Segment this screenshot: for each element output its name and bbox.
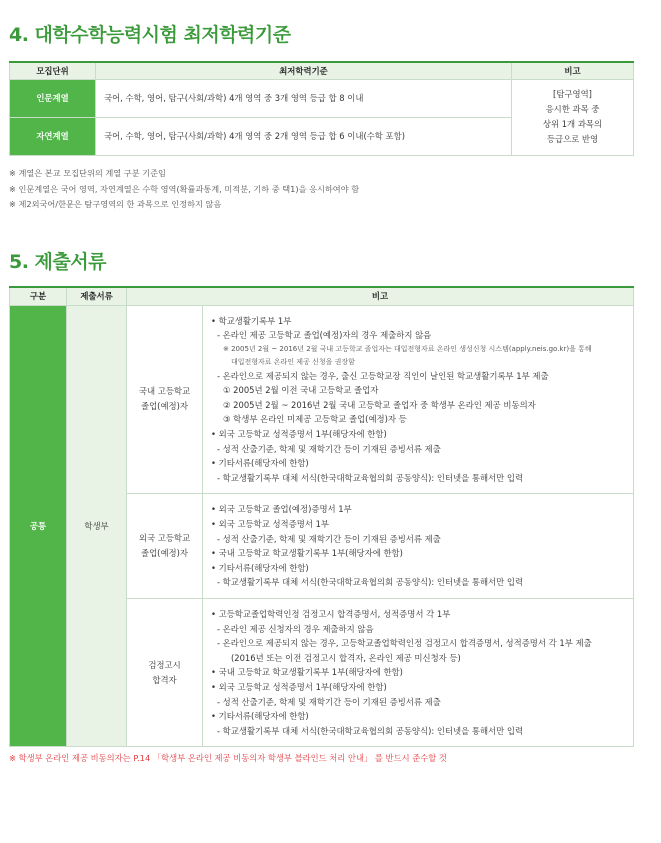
detail-line: • 기타서류(해당자에 한함) [211, 562, 309, 573]
detail-line: ③ 학생부 온라인 미제공 고등학교 졸업(예정)자 등 [223, 414, 407, 425]
footnote-warning: ※ 학생부 온라인 제공 비동의자는 P.14 「학생부 온라인 제공 비동의자 학생부 블라인드 처리 안내」 를 반드시 준수할 것 [9, 753, 447, 763]
detail-line: - 학교생활기록부 대체 서식(한국대학교육협의회 공동양식): 인터넷을 통해서만 입력 [217, 472, 524, 483]
detail-line: - 온라인으로 제공되지 않는 경우, 고등학교졸업학력인정 검정고시 합격증명서, 성적증명서 각 1부 제출 [217, 638, 592, 649]
section-5-title: 5. 제출서류 [9, 251, 106, 273]
group-common: 공통 [10, 305, 67, 747]
remark-line: [탐구영역] [553, 89, 592, 99]
header-remark: 비고 [127, 287, 634, 305]
header-division: 구분 [10, 287, 67, 305]
detail-line: - 성적 산출기준, 학제 및 재학기간 등이 기재된 증빙서류 제출 [217, 443, 441, 454]
header-standard: 최저학력기준 [96, 62, 512, 79]
detail-line: ② 2005년 2월 ~ 2016년 2월 국내 고등학교 졸업자 중 학생부 온라인 제공 비동의자 [223, 399, 536, 410]
table-header-row [10, 62, 634, 79]
type-line: 졸업(예정)자 [141, 401, 188, 412]
header-remark: 비고 [512, 62, 634, 79]
type-line: 검정고시 [148, 659, 181, 670]
detail-line: • 외국 고등학교 성적증명서 1부(해당자에 한함) [211, 429, 387, 440]
detail-line: - 학교생활기록부 대체 서식(한국대학교육협의회 공동양식): 인터넷을 통해서만 입력 [217, 725, 524, 736]
detail-line: - 성적 산출기준, 학제 및 재학기간 등이 기재된 증빙서류 제출 [217, 696, 441, 707]
category-natural: 자연계열 [10, 117, 96, 155]
note-line: ※ 인문계열은 국어 영역, 자연계열은 수학 영역(확률과통계, 미적분, 기하 중 택1)을 응시하여야 함 [9, 183, 360, 194]
detail-line: • 기타서류(해당자에 한함) [211, 458, 309, 469]
min-standard-table [9, 61, 634, 156]
remark-line: 상위 1개 과목의 [542, 119, 603, 129]
remark-line: 응시한 과목 중 [545, 104, 600, 114]
detail-line: • 외국 고등학교 성적증명서 1부 [211, 519, 329, 530]
detail-line: 대입전형자료 온라인 제공 신청을 권장함 [231, 357, 355, 366]
table-header-row [10, 287, 634, 305]
section-4-notes [9, 166, 359, 213]
remark-cell [512, 79, 634, 155]
note-line: ※ 제2외국어/한문은 탐구영역의 한 과목으로 인정하지 않음 [9, 199, 222, 209]
header-documents: 제출서류 [67, 287, 127, 305]
detail-line: - 성적 산출기준, 학제 및 재학기간 등이 기재된 증빙서류 제출 [217, 533, 441, 544]
detail-line: ① 2005년 2월 이전 국내 고등학교 졸업자 [223, 385, 379, 396]
detail-line: - 온라인 제공 고등학교 졸업(예정)자의 경우 제출하지 않음 [217, 330, 432, 341]
detail-domestic [203, 305, 634, 494]
section-4-title: 4. 대학수학능력시험 최저학력기준 [9, 24, 291, 46]
type-line: 국내 고등학교 [138, 386, 191, 397]
type-line: 합격자 [152, 674, 177, 685]
documents-table [9, 286, 634, 747]
detail-line: - 온라인으로 제공되지 않는 경우, 출신 고등학교장 직인이 날인된 학교생활기록부 1부 제출 [217, 370, 549, 381]
detail-line: (2016년 또는 이전 검정고시 합격자, 온라인 제공 미신청자 등) [231, 652, 461, 663]
detail-line: • 외국 고등학교 졸업(예정)증명서 1부 [211, 504, 352, 515]
detail-line: • 기타서류(해당자에 한함) [211, 711, 309, 722]
category-humanities: 인문계열 [10, 79, 96, 117]
detail-line: - 학교생활기록부 대체 서식(한국대학교육협의회 공동양식): 인터넷을 통해서만 입력 [217, 577, 524, 588]
detail-line: • 학교생활기록부 1부 [211, 315, 292, 326]
standard-humanities: 국어, 수학, 영어, 탐구(사회/과학) 4개 영역 중 3개 영역 등급 합 8 이내 [96, 79, 512, 117]
detail-line: • 국내 고등학교 학교생활기록부 1부(해당자에 한함) [211, 667, 403, 678]
type-foreign [127, 494, 203, 599]
header-unit: 모집단위 [10, 62, 96, 79]
detail-line: • 외국 고등학교 성적증명서 1부(해당자에 한함) [211, 681, 387, 692]
detail-foreign [203, 494, 634, 599]
table-row [10, 305, 634, 494]
detail-line: • 국내 고등학교 학교생활기록부 1부(해당자에 한함) [211, 548, 403, 559]
doc-record: 학생부 [67, 305, 127, 747]
type-domestic [127, 305, 203, 494]
type-ged [127, 599, 203, 747]
detail-line: ※ 2005년 2월 ~ 2016년 2월 국내 고등학교 졸업자는 대입전형자료 온라인 생성신청 시스템(apply.neis.go.kr)을 통해 [223, 344, 592, 353]
type-line: 외국 고등학교 [138, 533, 191, 544]
note-line: ※ 계열은 본교 모집단위의 계열 구분 기준임 [9, 168, 166, 178]
detail-ged [203, 599, 634, 747]
standard-natural: 국어, 수학, 영어, 탐구(사회/과학) 4개 영역 중 2개 영역 등급 합 6 이내(수학 포함) [96, 117, 512, 155]
table-row [10, 79, 634, 117]
type-line: 졸업(예정)자 [141, 548, 188, 559]
detail-line: • 고등학교졸업학력인정 검정고시 합격증명서, 성적증명서 각 1부 [211, 609, 451, 619]
detail-line: - 온라인 제공 신청자의 경우 제출하지 않음 [217, 623, 374, 634]
remark-line: 등급으로 반영 [546, 134, 599, 144]
